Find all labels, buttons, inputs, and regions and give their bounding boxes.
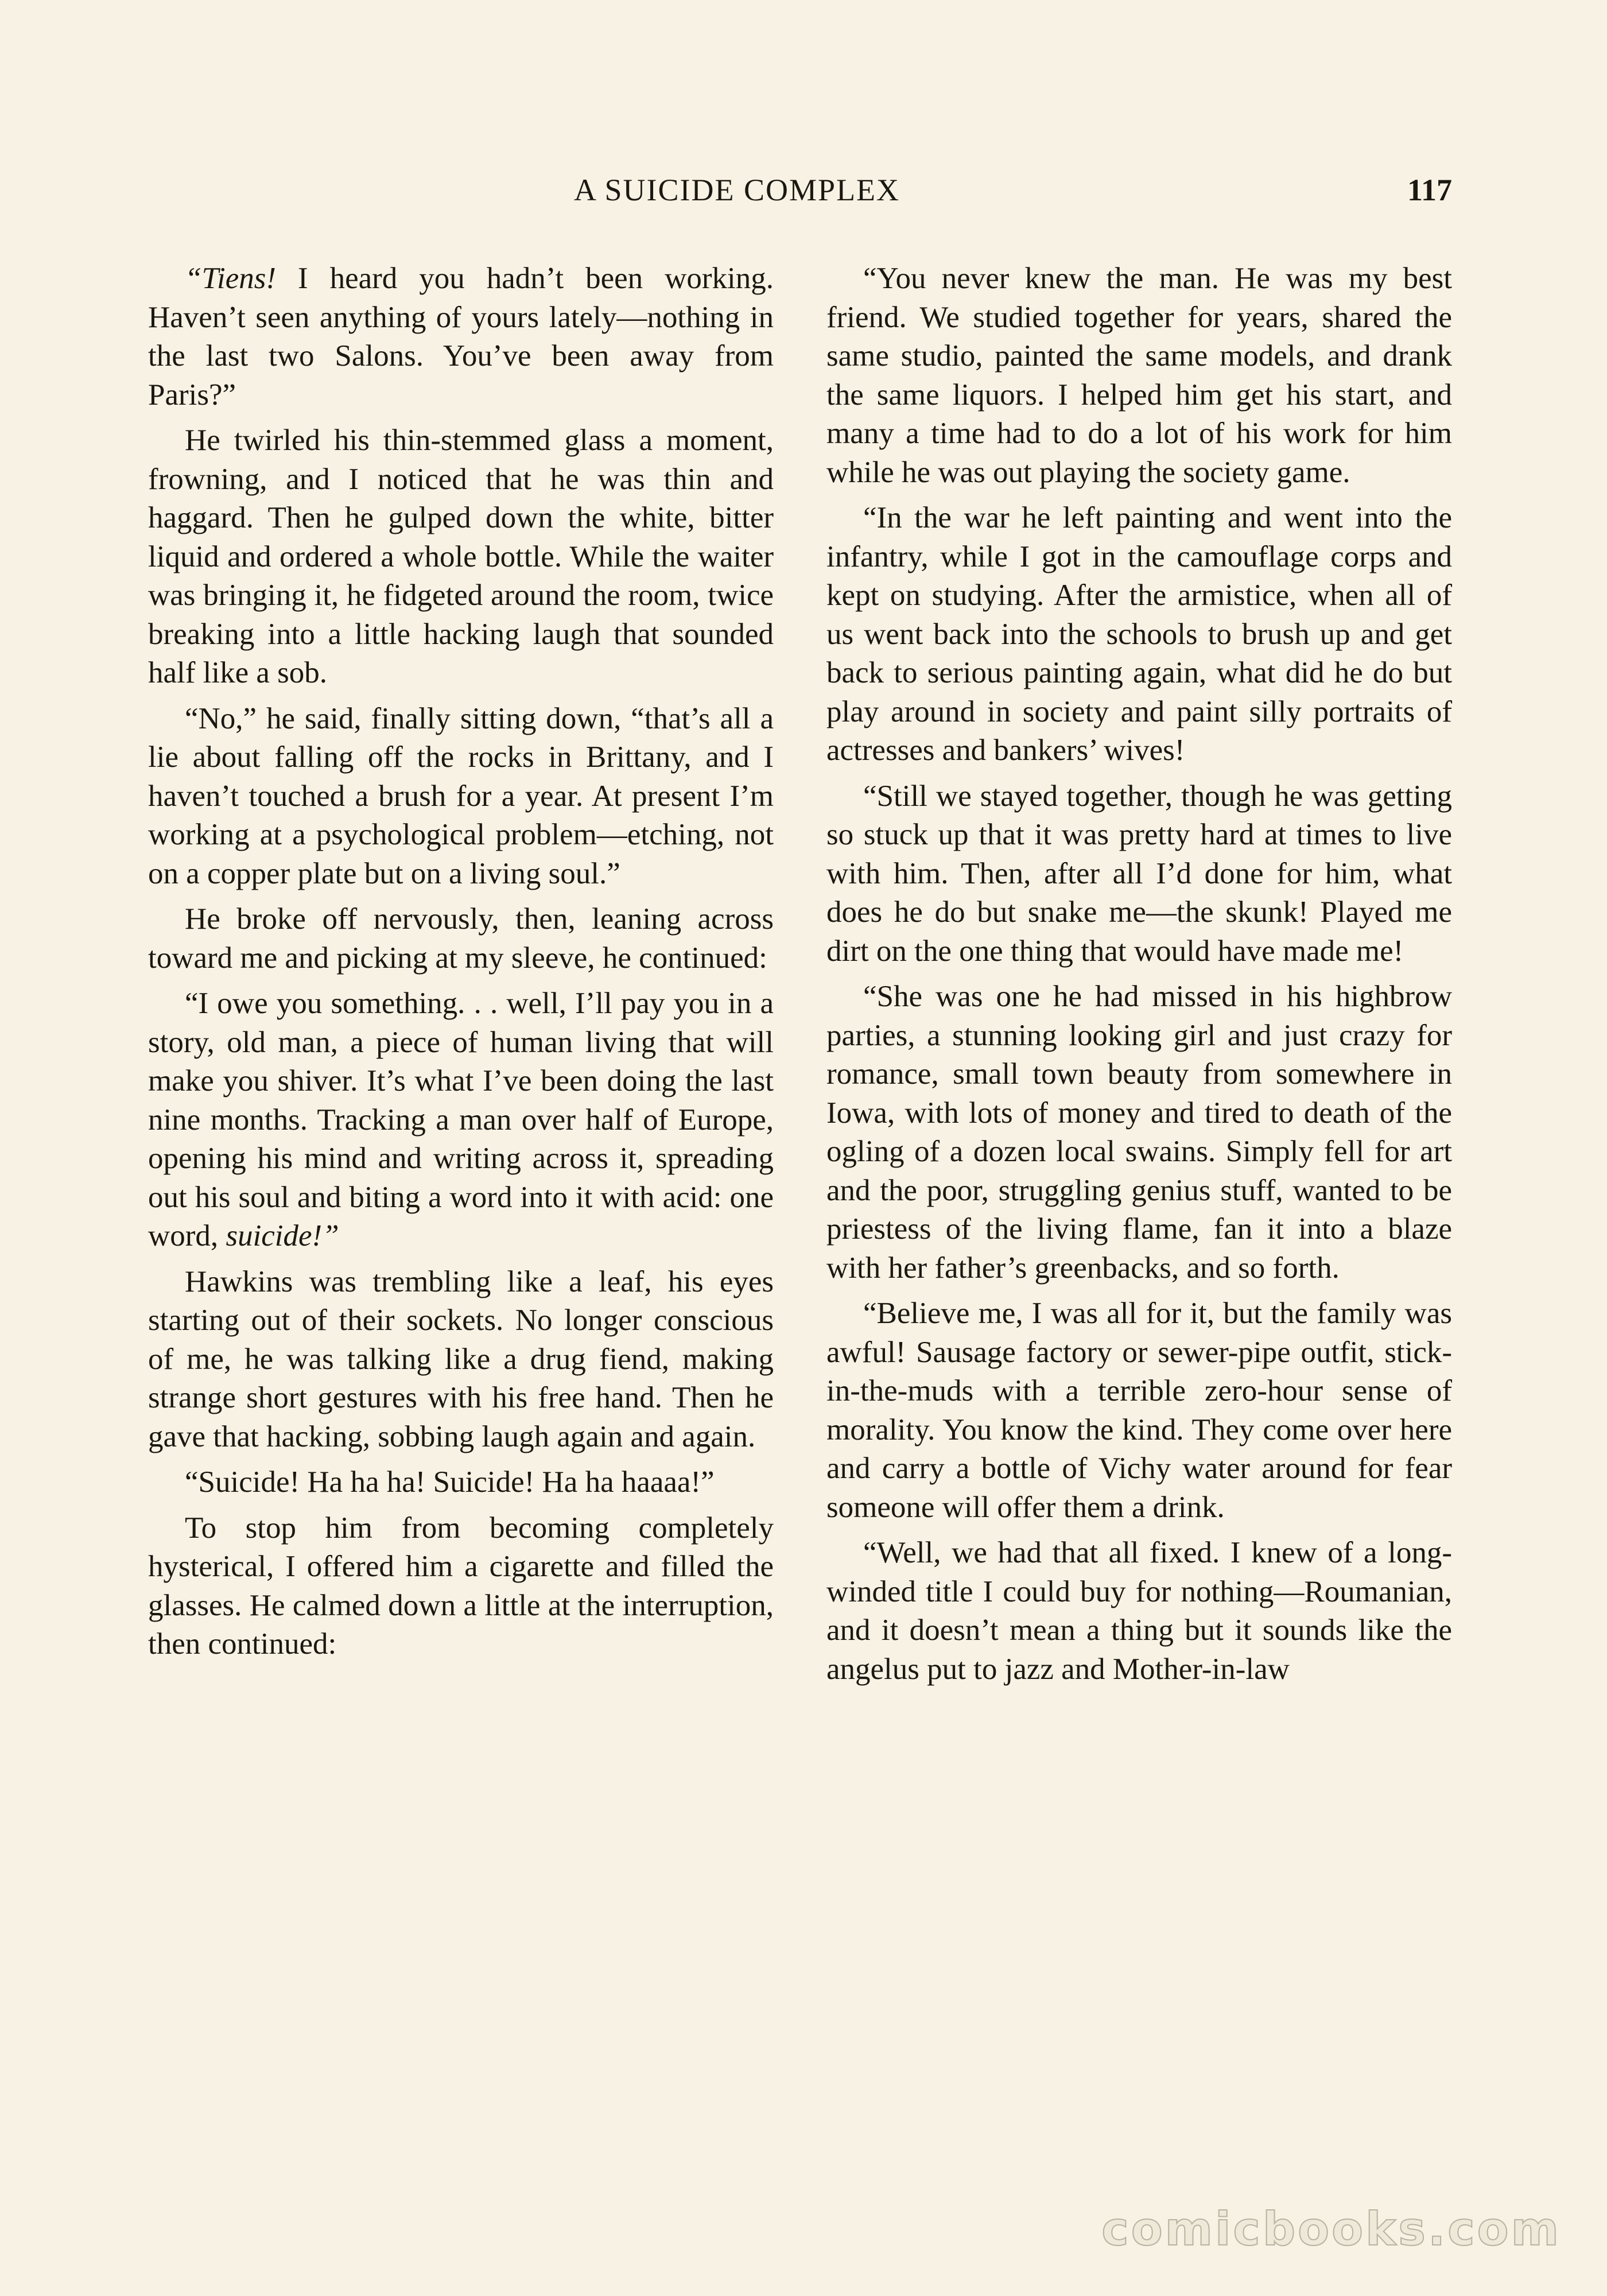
paragraph: “Well, we had that all fixed. I knew of a long-winded title I could buy for nothing—Roumanian, and it doesn’t mean a thing but it sounds like the angelus put to jazz and Mother-in-law <box>826 1536 1452 1686</box>
left-column <box>148 259 774 1671</box>
paragraph: “Tiens! I heard you hadn’t been working. Haven’t seen anything of yours lately—nothing in the last two Salons. You’ve been away from Paris?” <box>148 262 774 412</box>
paragraph: “Still we stayed together, though he was getting so stuck up that it was pretty hard at times to live with him. Then, after all I’d done for him, what does he do but snake me—the skunk! Played me dirt on the one thing that would have made me! <box>826 779 1452 968</box>
italic-lead: “Tiens! <box>185 262 277 295</box>
paragraph: “Believe me, I was all for it, but the family was awful! Sausage factory or sewer-pipe outfit, stick-in-the-muds with a terrible zero-hour sense of morality. You know the kind. They come over here and carry a bottle of Vichy water around for fear someone will offer them a drink. <box>826 1297 1452 1524</box>
running-head: A SUICIDE COMPLEX <box>574 173 900 207</box>
paragraph: To stop him from becoming completely hysterical, I offered him a cigarette and filled the glasses. He calmed down a little at the interruption, then continued: <box>148 1511 774 1661</box>
paragraph: He twirled his thin-stemmed glass a moment, frowning, and I noticed that he was thin and haggard. Then he gulped down the white, bitter liquid and ordered a whole bottle. While the waiter was bringing it, he fidgeted around the room, twice breaking into a little hacking laugh that sounded half like a sob. <box>148 424 774 689</box>
page-number: 117 <box>1407 173 1452 207</box>
paragraph: “She was one he had missed in his highbrow parties, a stunning looking girl and just crazy for romance, small town beauty from somewhere in Iowa, with lots of money and tired to death of the ogling of a dozen local swains. Simply fell for art and the poor, struggling genius stuff, wanted to be priestess of the living flame, fan it into a blaze with her father’s greenbacks, and so forth. <box>826 980 1452 1285</box>
paragraph: He broke off nervously, then, leaning across toward me and picking at my sleeve, he continued: <box>148 902 774 975</box>
right-column <box>826 259 1452 1696</box>
paragraph: “I owe you something. . . well, I’ll pay you in a story, old man, a piece of human living that will make you shiver. It’s what I’ve been doing the last nine months. Tracking a man over half of Europe, opening his mind and writing across it, spreading out his soul and biting a word into it with acid: one word, suicide!” <box>148 987 774 1252</box>
paragraph: “In the war he left painting and went into the infantry, while I got in the camouflage corps and kept on studying. After the armistice, when all of us went back into the schools to brush up and get back to serious painting again, what did he do but play around in society and paint silly portraits of actresses and bankers’ wives! <box>826 501 1452 767</box>
site-watermark: comicbooks.com <box>1101 2202 1561 2256</box>
paragraph: “Suicide! Ha ha ha! Suicide! Ha ha haaaa!” <box>185 1465 715 1499</box>
paragraph: Hawkins was trembling like a leaf, his eyes starting out of their sockets. No longer conscious of me, he was talking like a drug fiend, making strange short gestures with his free hand. Then he gave that hacking, sobbing laugh again and again. <box>148 1265 774 1453</box>
paragraph: “You never knew the man. He was my best friend. We studied together for years, shared the same studio, painted the same models, and drank the same liquors. I helped him get his start, and many a time had to do a lot of his work for him while he was out playing the society game. <box>826 262 1452 489</box>
paragraph: “No,” he said, finally sitting down, “that’s all a lie about falling off the rocks in Brittany, and I haven’t touched a brush for a year. At present I’m working at a psychological problem—etching, not on a copper plate but on a living soul.” <box>148 701 774 890</box>
italic-tail: suicide!” <box>226 1219 339 1252</box>
